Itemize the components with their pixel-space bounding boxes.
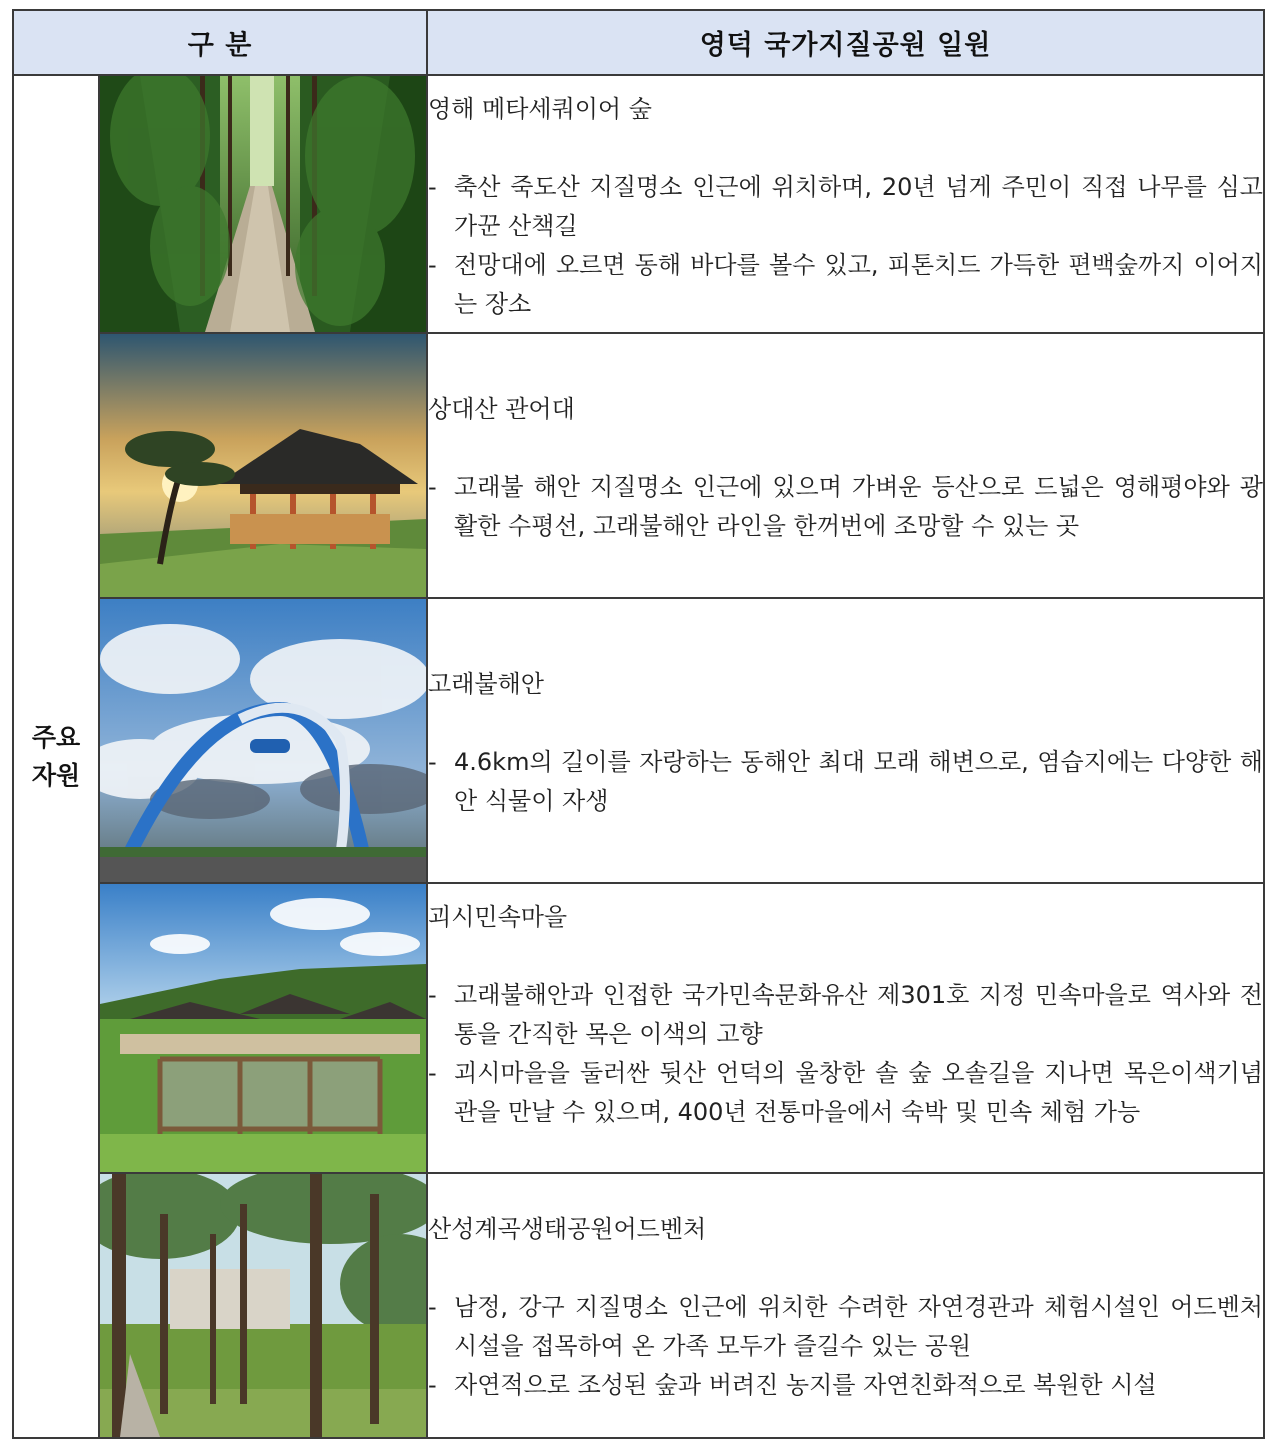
- table-row: [13, 1173, 1264, 1438]
- list-item: - 전망대에 오르면 동해 바다를 볼수 있고, 피톤치드 가득한 편백숲까지 이어지는 장소: [428, 246, 1263, 324]
- whale-arch-photo: [100, 599, 426, 882]
- bullet-marker: -: [428, 1371, 437, 1399]
- category-cell: [13, 75, 99, 1438]
- description-cell: [427, 883, 1264, 1173]
- photo-cell: [99, 75, 427, 333]
- bullet-list: [428, 468, 1263, 546]
- photo-cell: [99, 598, 427, 883]
- header-content: 영덕 국가지질공원 일원: [427, 10, 1264, 75]
- item-title: 영해 메타세쿼이어 숲: [428, 95, 652, 123]
- bullet-marker: -: [428, 981, 437, 1009]
- item-title: 괴시민속마을: [428, 903, 568, 931]
- list-item: - 남정, 강구 지질명소 인근에 위치한 수려한 자연경관과 체험시설인 어드벤처 시설을 접목하여 온 가족 모두가 즐길수 있는 공원: [428, 1288, 1263, 1366]
- table-row: [13, 75, 1264, 333]
- list-item: - 자연적으로 조성된 숲과 버려진 농지를 자연친화적으로 복원한 시설: [428, 1366, 1263, 1405]
- pavilion-sunset-photo: [100, 334, 426, 597]
- bullet-marker: -: [428, 1059, 437, 1087]
- description-cell: [427, 1173, 1264, 1438]
- forest-path-photo: [100, 76, 426, 332]
- list-item: - 고래불해안과 인접한 국가민속문화유산 제301호 지정 민속마을로 역사와 전통을 간직한 목은 이색의 고향: [428, 976, 1263, 1054]
- header-category: 구 분: [13, 10, 427, 75]
- bullet-marker: -: [428, 473, 437, 501]
- category-line-1: 주요: [31, 722, 81, 752]
- list-item: - 괴시마을을 둘러싼 뒷산 언덕의 울창한 솔 숲 오솔길을 지나면 목은이색기념관을 만날 수 있으며, 400년 전통마을에서 숙박 및 민속 체험 가능: [428, 1054, 1263, 1132]
- description-cell: [427, 333, 1264, 598]
- photo-cell: [99, 1173, 427, 1438]
- list-item: - 4.6km의 길이를 자랑하는 동해안 최대 모래 해변으로, 염습지에는 다양한 해안 식물이 자생: [428, 743, 1263, 821]
- list-item: - 고래불 해안 지질명소 인근에 있으며 가벼운 등산으로 드넓은 영해평야와 광활한 수평선, 고래불해안 라인을 한꺼번에 조망할 수 있는 곳: [428, 468, 1263, 546]
- category-line-2: 자원: [31, 760, 81, 790]
- bullet-list: [428, 743, 1263, 821]
- table-row: [13, 598, 1264, 883]
- item-title: 상대산 관어대: [428, 395, 575, 423]
- table-row: [13, 883, 1264, 1173]
- item-title: 고래불해안: [428, 670, 544, 698]
- list-item: - 축산 죽도산 지질명소 인근에 위치하며, 20년 넘게 주민이 직접 나무를 심고 가꾼 산책길: [428, 168, 1263, 246]
- bullet-list: [428, 168, 1263, 324]
- bullet-list: [428, 976, 1263, 1132]
- photo-cell: [99, 333, 427, 598]
- table-header-row: [13, 10, 1264, 75]
- item-title: 산성계곡생태공원어드벤처: [428, 1215, 707, 1243]
- description-cell: [427, 75, 1264, 333]
- bullet-marker: -: [428, 1293, 437, 1321]
- bullet-marker: -: [428, 748, 437, 776]
- folk-village-photo: [100, 884, 426, 1172]
- description-cell: [427, 598, 1264, 883]
- table-row: [13, 333, 1264, 598]
- photo-cell: [99, 883, 427, 1173]
- adventure-forest-photo: [100, 1174, 426, 1437]
- resource-table: [12, 9, 1265, 1439]
- bullet-list: [428, 1288, 1263, 1405]
- bullet-marker: -: [428, 173, 437, 201]
- bullet-marker: -: [428, 251, 437, 279]
